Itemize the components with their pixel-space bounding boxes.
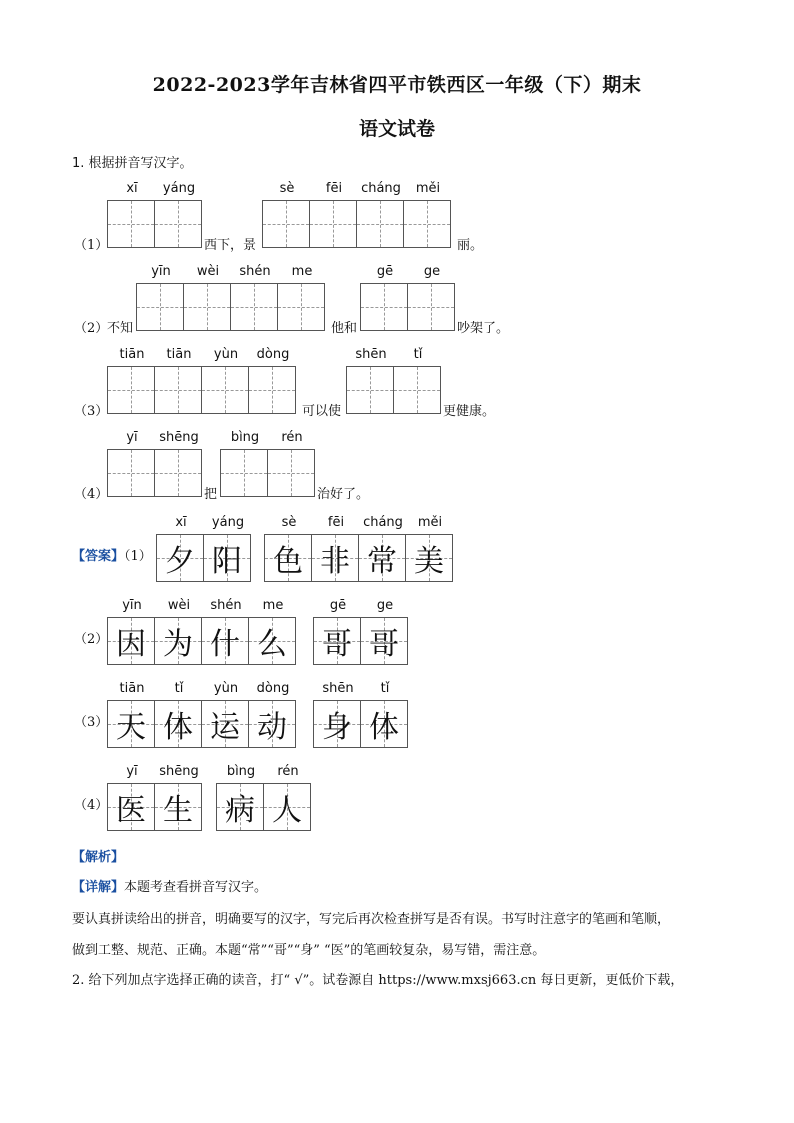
answer-character: 体	[163, 710, 193, 745]
pinyin-label: ge	[423, 264, 441, 279]
answer-character: 生	[163, 793, 193, 828]
pinyin-label: tiān	[119, 347, 145, 362]
tianzige-cell	[262, 181, 310, 248]
tianzige-cell	[107, 181, 155, 248]
tianzige-cell	[154, 764, 202, 831]
answer-character: 哥	[322, 627, 352, 662]
pinyin-label: xī	[126, 181, 138, 196]
tianzige-grid	[313, 681, 407, 748]
tianzige-cell	[313, 598, 361, 665]
answer-character: 么	[257, 627, 287, 662]
pinyin-label: bìng	[230, 430, 260, 445]
detail-line	[72, 880, 267, 896]
answer-character: 天	[116, 710, 146, 745]
tianzige-cell	[248, 681, 296, 748]
tianzige-grid	[107, 598, 295, 665]
pinyin-label: dòng	[256, 681, 290, 696]
pinyin-label: gē	[376, 264, 394, 279]
detail-text: 本题考查看拼音写汉字。	[124, 880, 268, 895]
question-2-stem: 2. 给下列加点字选择正确的读音，打“ √”。试卷源自 https://www.mxsj663.cn 每日更新，更低价下载，	[72, 973, 684, 988]
tianzige-grid	[107, 764, 201, 831]
tianzige-cell	[311, 515, 359, 582]
item-number: （4）	[74, 487, 109, 502]
tianzige-cell	[356, 181, 404, 248]
answer-label	[72, 549, 152, 565]
tianzige-grid	[360, 264, 454, 331]
pinyin-label: tǐ	[174, 681, 184, 696]
pinyin-label: shén	[210, 598, 242, 613]
tianzige-cell	[263, 764, 311, 831]
tianzige-cell	[346, 347, 394, 414]
pinyin-label: yī	[126, 430, 138, 445]
tianzige-cell	[360, 681, 408, 748]
tianzige-cell	[107, 598, 155, 665]
pinyin-label: rén	[281, 430, 303, 445]
pinyin-label: shēn	[355, 347, 387, 362]
tianzige-grid	[136, 264, 324, 331]
tianzige-grid	[346, 347, 440, 414]
tianzige-cell	[360, 598, 408, 665]
tianzige-cell	[407, 264, 455, 331]
tianzige-grid	[264, 515, 452, 582]
pinyin-label: shén	[239, 264, 271, 279]
pinyin-label: me	[291, 264, 313, 279]
tianzige-grid	[107, 430, 201, 497]
pinyin-label: shēn	[322, 681, 354, 696]
tianzige-cell	[313, 681, 361, 748]
answer-character: 运	[210, 710, 240, 745]
tianzige-cell	[154, 347, 202, 414]
pinyin-label: xī	[175, 515, 187, 530]
pinyin-label: me	[262, 598, 284, 613]
answer-character: 非	[320, 544, 350, 579]
tianzige-grid	[313, 598, 407, 665]
pinyin-label: měi	[415, 181, 441, 196]
pinyin-label: tǐ	[380, 681, 390, 696]
sentence-text: 西下，景	[204, 238, 257, 253]
answer-character: 美	[414, 544, 444, 579]
item-number: （3）	[74, 715, 109, 730]
sentence-text: 吵架了。	[457, 321, 510, 336]
sentence-text: 更健康。	[443, 404, 496, 419]
answer-character: 病	[225, 793, 255, 828]
tianzige-cell	[248, 598, 296, 665]
item-number: （1）	[74, 238, 109, 253]
tianzige-cell	[267, 430, 315, 497]
pinyin-label: bìng	[226, 764, 256, 779]
item-number: （2）	[74, 321, 109, 336]
sentence-text: 不知	[107, 321, 134, 336]
pinyin-label: wèi	[196, 264, 220, 279]
tianzige-cell	[154, 598, 202, 665]
tianzige-cell	[201, 681, 249, 748]
sentence-text: 把	[204, 487, 218, 502]
pinyin-label: cháng	[361, 181, 401, 196]
tianzige-grid	[262, 181, 450, 248]
tianzige-cell	[201, 347, 249, 414]
item-number: （3）	[74, 404, 109, 419]
pinyin-label: cháng	[363, 515, 403, 530]
pinyin-label: yùn	[213, 347, 239, 362]
pinyin-label: yīn	[122, 598, 142, 613]
pinyin-label: yī	[126, 764, 138, 779]
pinyin-label: shēng	[159, 430, 199, 445]
pinyin-label: sè	[281, 515, 297, 530]
tianzige-cell	[203, 515, 251, 582]
pinyin-label: sè	[279, 181, 295, 196]
tianzige-cell	[107, 764, 155, 831]
tianzige-grid	[220, 430, 314, 497]
pinyin-label: yīn	[151, 264, 171, 279]
item-number: （1）	[124, 549, 152, 564]
tianzige-grid	[216, 764, 310, 831]
tianzige-cell	[183, 264, 231, 331]
tianzige-cell	[107, 430, 155, 497]
tianzige-cell	[393, 347, 441, 414]
answer-character: 色	[273, 544, 303, 579]
pinyin-label: gē	[329, 598, 347, 613]
pinyin-label: yáng	[211, 515, 245, 530]
tianzige-cell	[136, 264, 184, 331]
answer-character: 因	[116, 627, 146, 662]
detail-label: 【详解】	[72, 880, 125, 895]
analysis-tag	[72, 850, 124, 866]
answer-character: 医	[116, 793, 146, 828]
pinyin-label: yáng	[162, 181, 196, 196]
pinyin-label: rén	[277, 764, 299, 779]
analysis-label: 【解析】	[72, 850, 125, 865]
tianzige-cell	[360, 264, 408, 331]
tianzige-cell	[309, 181, 357, 248]
analysis-paragraph-2: 做到工整、规范、正确。本题“常”“哥”“身” “医”的笔画较复杂，易写错，需注意。	[72, 943, 546, 958]
page-title: 2022-2023学年吉林省四平市铁西区一年级（下）期末	[152, 74, 642, 96]
tianzige-cell	[107, 681, 155, 748]
sentence-text: 治好了。	[317, 487, 370, 502]
tianzige-cell	[201, 598, 249, 665]
item-number: （2）	[74, 632, 109, 647]
tianzige-cell	[216, 764, 264, 831]
pinyin-label: fēi	[325, 181, 343, 196]
pinyin-label: dòng	[256, 347, 290, 362]
answer-character: 人	[272, 793, 302, 828]
answer-character: 体	[369, 710, 399, 745]
pinyin-label: wèi	[167, 598, 191, 613]
tianzige-cell	[154, 430, 202, 497]
answer-character: 夕	[165, 544, 195, 579]
pinyin-label: tǐ	[413, 347, 423, 362]
tianzige-cell	[264, 515, 312, 582]
tianzige-cell	[154, 681, 202, 748]
answer-character: 阳	[212, 544, 242, 579]
sentence-text: 他和	[331, 321, 358, 336]
question-1-stem: 1. 根据拼音写汉字。	[72, 156, 193, 171]
answer-character: 身	[322, 710, 352, 745]
pinyin-label: měi	[417, 515, 443, 530]
tianzige-cell	[230, 264, 278, 331]
tianzige-cell	[358, 515, 406, 582]
answer-character: 常	[367, 544, 397, 579]
tianzige-cell	[403, 181, 451, 248]
tianzige-cell	[405, 515, 453, 582]
tianzige-grid	[107, 181, 201, 248]
sentence-text: 丽。	[457, 238, 484, 253]
tianzige-grid	[107, 347, 295, 414]
tianzige-cell	[277, 264, 325, 331]
sentence-text: 可以使	[302, 404, 342, 419]
tianzige-cell	[154, 181, 202, 248]
tianzige-cell	[248, 347, 296, 414]
pinyin-label: shēng	[159, 764, 199, 779]
tianzige-grid	[107, 681, 295, 748]
tianzige-grid	[156, 515, 250, 582]
answer-character: 动	[257, 710, 287, 745]
pinyin-label: yùn	[213, 681, 239, 696]
pinyin-label: tiān	[166, 347, 192, 362]
tianzige-cell	[220, 430, 268, 497]
answer-character: 为	[163, 627, 193, 662]
answer-character: 哥	[369, 627, 399, 662]
pinyin-label: fēi	[327, 515, 345, 530]
page-subtitle: 语文试卷	[358, 118, 435, 140]
answer-tag: 【答案】	[72, 549, 125, 564]
pinyin-label: tiān	[119, 681, 145, 696]
item-number: （4）	[74, 798, 109, 813]
pinyin-label: ge	[376, 598, 394, 613]
tianzige-cell	[156, 515, 204, 582]
answer-character: 什	[210, 627, 240, 662]
analysis-paragraph-1: 要认真拼读给出的拼音，明确要写的汉字，写完后再次检查拼写是否有误。书写时注意字的笔画和笔顺，	[72, 912, 671, 927]
tianzige-cell	[107, 347, 155, 414]
